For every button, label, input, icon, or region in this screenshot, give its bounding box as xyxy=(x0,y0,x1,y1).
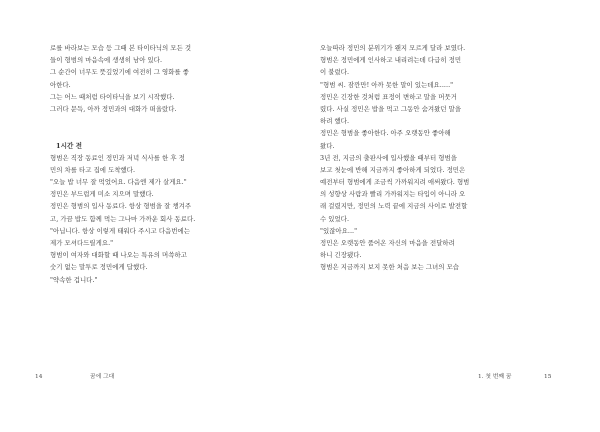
text-line: "있잖아요..." xyxy=(320,226,358,235)
text-line: 수 있었다. xyxy=(320,214,350,223)
text-line: 형범은 정민에게 인사하고 내리려는데 다급히 정민 xyxy=(320,56,462,65)
text-line: "오늘 밥 너무 잘 먹었어요. 다음엔 제가 살게요." xyxy=(50,178,187,187)
text-line: "약속한 겁니다." xyxy=(50,275,98,284)
text-line: 그 순간이 너무도 뜻깊었기에 여전히 그 영화를 좋 xyxy=(50,68,190,77)
text-line: 래 걸렸지만, 정민의 노력 끝에 지금의 사이로 발전할 xyxy=(320,202,468,211)
right-running-title: 1. 첫 번째 꿈 xyxy=(478,374,512,380)
text-line: 들이 형범의 마음속에 생생히 남아 있다. xyxy=(50,56,163,65)
text-line: 그러다 문득, 아까 정민과의 대화가 떠올랐다. xyxy=(50,104,177,113)
text-line: 로를 바라보는 모습 등 그때 본 타이타닉의 모든 것 xyxy=(50,44,192,52)
text-line: 아한다. xyxy=(50,80,71,89)
text-line: 정민은 오랫동안 품어온 자신의 마음을 전달하려 xyxy=(320,239,455,247)
text-line: 형범이 여자와 대화할 때 나오는 특유의 머쓱하고 xyxy=(50,251,187,260)
text-line: 고, 가끔 밥도 함께 먹는 그나마 가까운 회사 동료다. xyxy=(50,214,196,223)
text-line: 왔다. xyxy=(320,141,335,150)
text-line: 하려 했다. xyxy=(320,117,350,126)
text-line: 3년 전, 지금의 출판사에 입사했을 때부터 형범을 xyxy=(320,153,457,162)
text-line: 형범은 지금까지 보지 못한 처음 보는 그녀의 모습 xyxy=(320,263,460,272)
left-page-body xyxy=(50,42,272,286)
paragraph-gap xyxy=(50,127,272,139)
left-running-title: 꿈에 그대 xyxy=(90,374,115,380)
right-page-number: 15 xyxy=(544,374,552,380)
text-line: 정민은 형범을 좋아한다. 아주 오랫동안 좋아해 xyxy=(320,129,451,138)
text-line: "형범 씨. 잠깐만! 아까 못한 말이 있는데요....." xyxy=(320,80,454,89)
text-line: 이 불렀다. xyxy=(320,68,350,77)
text-line: 숫기 없는 말투로 정민에게 답했다. xyxy=(50,263,148,272)
text-line: 정민은 부드럽게 미소 지으며 말했다. xyxy=(50,190,154,199)
text-line: 그는 어느 때처럼 타이타닉을 보기 시작했다. xyxy=(50,92,175,101)
text-line: 예전부터 형범에게 조금씩 가까워지려 애써왔다. 형범 xyxy=(320,178,470,187)
text-line: 의 성향상 사람과 빨리 가까워지는 타입이 아니라 오 xyxy=(320,190,466,199)
text-line: "아닙니다. 항상 이렇게 태워다 주시고 다음번에는 xyxy=(50,226,190,235)
left-page-number: 14 xyxy=(35,374,43,380)
section-heading: 1시간 전 xyxy=(56,141,82,150)
text-line: 정민은 긴장한 것처럼 표정이 변하고 말을 머뭇거 xyxy=(320,92,457,101)
text-line: 하니 긴장됐다. xyxy=(320,251,362,260)
text-line: 제가 모셔다드릴게요." xyxy=(50,239,114,247)
right-page-body xyxy=(320,42,542,274)
text-line: 형범은 직장 동료인 정민과 저녁 식사를 한 후 정 xyxy=(50,153,185,162)
text-line: 정민은 형범의 입사 동료다. 항상 형범을 잘 챙겨주 xyxy=(50,202,192,211)
text-line: 오늘따라 정민의 분위기가 왠지 모르게 달라 보였다. xyxy=(320,44,466,52)
text-line: 민의 차를 타고 집에 도착했다. xyxy=(50,165,136,174)
text-line: 보고 첫눈에 반해 지금까지 좋아하게 되었다. 정민은 xyxy=(320,165,466,174)
paragraph-gap xyxy=(50,115,272,127)
text-line: 렸다. 사실 정민은 밥을 먹고 그동안 숨겨왔던 말을 xyxy=(320,104,462,113)
right-page xyxy=(300,0,600,432)
